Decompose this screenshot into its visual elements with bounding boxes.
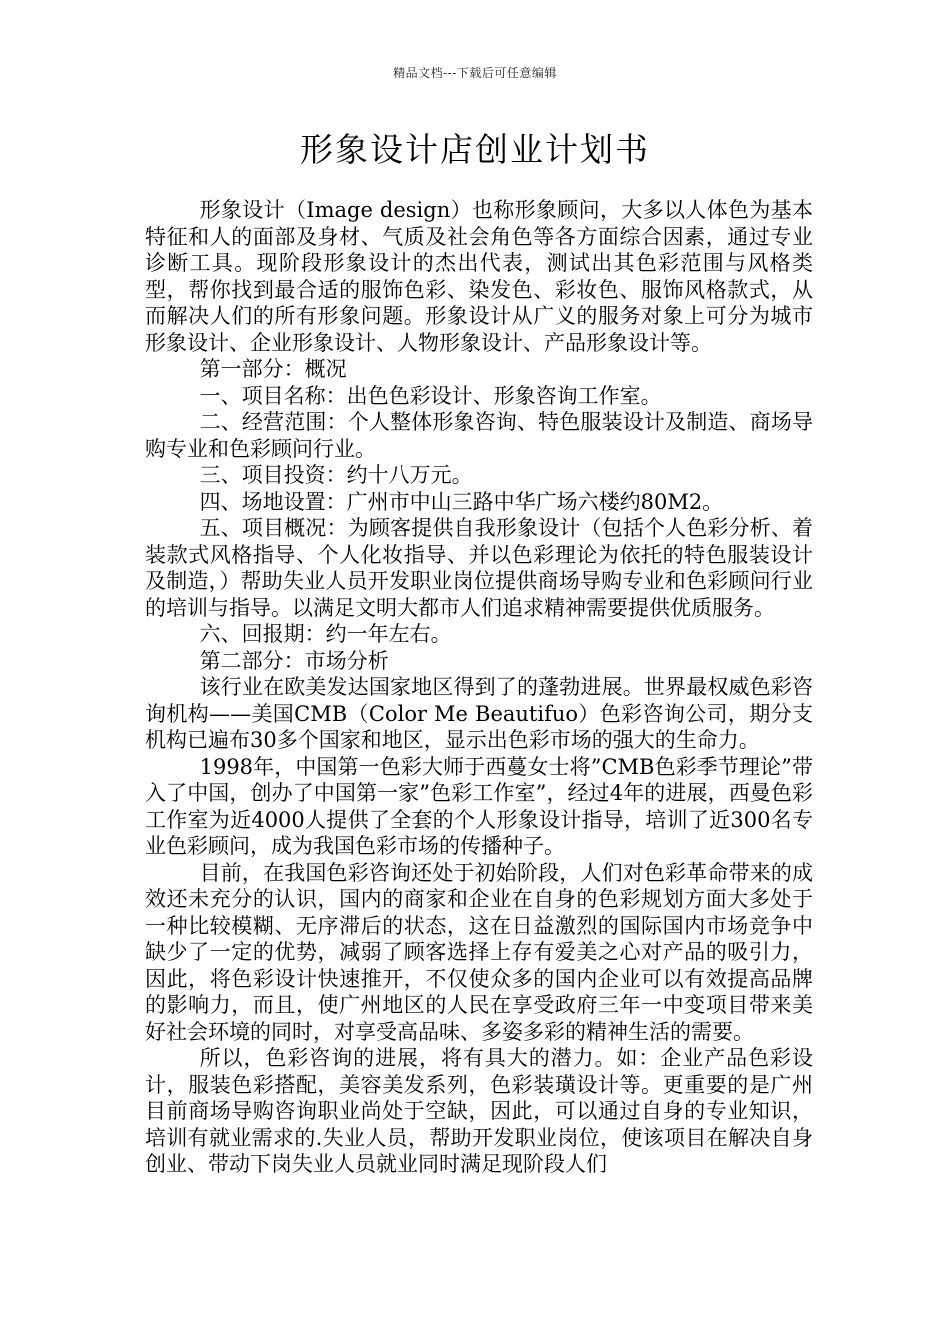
document-title: 形象设计店创业计划书 xyxy=(300,130,650,169)
market-paragraph-1: 该行业在欧美发达国家地区得到了的蓬勃进展。世界最权威色彩咨询机构——美国CMB（Color Me Beautifuo）色彩咨询公司，期分支机构已遍布30多个国家和地区，显示出色彩市场的强大的生命力。 xyxy=(145,675,813,752)
document-body xyxy=(145,197,813,1178)
section-heading-overview: 第一部分：概况 xyxy=(199,357,347,381)
section-heading-market-analysis: 第二部分：市场分析 xyxy=(199,648,389,673)
item-project-overview: 五、项目概况：为顾客提供自我形象设计（包括个人色彩分析、着装款式风格指导、个人化妆指导、并以色彩理论为依托的特色服装设计及制造，）帮助失业人员开发职业岗位提供商场导购专业和色彩顾问行业的培训与指导。以满足文明大都市人们追求精神需要提供优质服务。 xyxy=(145,516,813,620)
item-venue: 四、场地设置：广州市中山三路中华广场六楼约80M2。 xyxy=(199,489,724,514)
header-note: 精品文档---下载后可任意编辑 xyxy=(393,66,557,80)
intro-paragraph: 形象设计（Image design）也称形象顾问，大多以人体色为基本特征和人的面部及身材、气质及社会角色等各方面综合因素，通过专业诊断工具。现阶段形象设计的杰出代表，测试出其色彩范围与风格类型，帮你找到最合适的服饰色彩、染发色、彩妆色、服饰风格款式，从而解决人们的所有形象问题。形象设计从广义的服务对象上可分为城市形象设计、企业形象设计、人物形象设计、产品形象设计等。 xyxy=(145,198,813,355)
item-project-name: 一、项目名称：出色色彩设计、形象咨询工作室。 xyxy=(199,383,662,408)
item-payback-period: 六、回报期：约一年左右。 xyxy=(199,622,452,646)
item-investment: 三、项目投资：约十八万元。 xyxy=(199,463,473,487)
item-business-scope: 二、经营范围：个人整体形象咨询、特色服装设计及制造、商场导购专业和色彩顾问行业。 xyxy=(145,410,813,461)
market-paragraph-4: 所以，色彩咨询的进展，将有具大的潜力。如：企业产品色彩设计，服装色彩搭配，美容美发系列，色彩装璜设计等。更重要的是广州目前商场导购咨询职业尚处于空缺，因此，可以通过自身的专业知识，培训有就业需求的.失业人员，帮助开发职业岗位，使该项目在解决自身创业、带动下岗失业人员就业同时满足现阶段人们 xyxy=(145,1046,813,1176)
market-paragraph-2: 1998年，中国第一色彩大师于西蔓女士将”CMB色彩季节理论”带入了中国，创办了中国第一家”色彩工作室”，经过4年的进展，西曼色彩工作室为近4000人提供了全套的个人形象设计指导，培训了近300名专业色彩顾问，成为我国色彩市场的传播种子。 xyxy=(145,754,813,858)
market-paragraph-3: 目前，在我国色彩咨询还处于初始阶段，人们对色彩革命带来的成效还未充分的认识，国内的商家和企业在自身的色彩规划方面大多处于一种比较模糊、无序滞后的状态，这在日益激烈的国际国内市场竞争中缺少了一定的优势，减弱了顾客选择上存有爱美之心对产品的吸引力，因此，将色彩设计快速推开，不仅使众多的国内企业可以有效提高品牌的影响力，而且，使广州地区的人民在享受政府三年一中变项目带来美好社会环境的同时，对享受高品味、多姿多彩的精神生活的需要。 xyxy=(145,860,813,1044)
